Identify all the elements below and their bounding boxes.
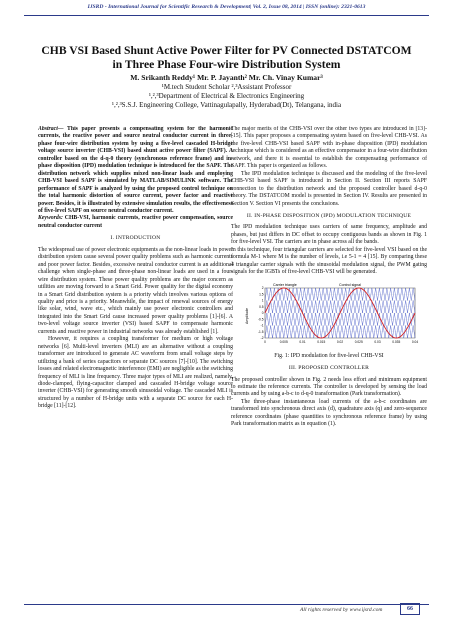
x-tick-label: 0.005 [279, 339, 288, 344]
affiliation-3: ¹,²,³S.S.J. Engineering College, Vattinagulapally, Hyderabad(Dt), Telangana, india [111, 101, 342, 109]
ipd-plot [243, 280, 423, 350]
x-tick-label: 0 [264, 339, 266, 344]
ipd-paragraph-2: In this technique, four triangular carriers are selected for five-level VSI based on the formula M-1 where M is the number of levels, i.e 5-1 = 4 [15]. By comparing these 4 triangular carrier signals with the sinusoidal modulation signal, the PWM gating signals for the IGBTs of five-level CHB-VSI will be generated. [231, 246, 427, 276]
intro-paragraph-1: The widespread use of power electronic equipments as the non-linear loads in power distribution system cause several power quality problems such as harmonic currents and poor power factor. Besides, excessive neutral conductor current is an additional challenge when single-phase and three-phase non-linear loads are used in a four-wire distribution system. These power quality problems are the major concern as utilities are moving forward to a Smart Grid. Power quality for the digital economy in a Smart Grid distribution system is a priority which involves various options of quality and price is a priority. Meanwhile, the impact of renewal sources of energy like solar, wind, wave etc., which mainly use power electronic controllers and integrated into the Smart Grid cause increased power quality problems [1]-[6]. A two-level voltage source inverter (VSI) based SAPF to compensate harmonic currents and reactive power in industrial networks was already established [1]. [38, 246, 233, 335]
y-tick-label: 0 [261, 310, 264, 315]
y-tick-label: -1 [260, 323, 264, 328]
x-tick-label: 0.01 [299, 339, 306, 344]
right-paragraph-2: The IPD modulation technique is discussed and the modeling of the five-level CHB-VSI based SAPF is introduced in Section II. Section III reports SAPF connection to the distribution network and the proposed controller based d-q-0 theory. The DSTATCOM model is presented in Section IV. Results are presented in Section V. Section VI presents the conclusions. [231, 170, 427, 207]
carrier-label: Carrier triangle [273, 282, 297, 287]
y-tick-label: 0.5 [259, 304, 264, 309]
footer-text: All rights reserved by www.ijsrd.com [300, 607, 383, 613]
abstract [38, 126, 233, 215]
figure-caption: Fig. 1: IPD modulation for five-level CHB-VSI [274, 352, 384, 359]
ipd-paragraph-1: The IPD modulation technique uses carriers of same frequency, amplitude and phases, but just differs in DC offset to occupy contiguous bands as shown in Fig. 1 for five-level VSI. The carriers are in phase across all the bands. [231, 224, 427, 246]
keywords-text: CHB-VSI, harmonic currents, reactive power compensation, source neutral conductor current [38, 215, 233, 229]
affiliation-1: ¹M.tech Student Scholar ²,³Assistant Professor [161, 83, 292, 91]
abstract-label: Abstract— [38, 126, 64, 132]
keywords [38, 215, 233, 230]
paper-title: CHB VSI Based Shunt Active Power Filter for PV Connected DSTATCOM in Three Phase Four-wire Distribution System [41, 44, 412, 71]
intro-paragraph-2: However, it requires a coupling transformer for medium or high voltage networks [6]. Multi-level inverters (MLI) are an alternative without a coupling transformer are introduced to generate AC waveform from small voltage steps by utilizing a bank of series capacitors or separate DC sources [7]-[10]. The switching losses and related electromagnetic interference (EMI) are negligible as the switching frequency of MLI is line frequency. Three major types of MLI are realized, namely, diode-clamped, flying-capacitor clamped and cascaded H-bridge voltage source inverter (CHB-VSI) for generating smooth sinusoidal voltage. The cascaded MLI is structured by a number of H-bridge units with a separate DC source for each H-bridge [11]-[12]. [38, 336, 233, 410]
intro-heading: I. INTRODUCTION [110, 235, 161, 242]
y-axis-label: Amplitude [245, 307, 249, 324]
x-tick-label: 0.015 [317, 339, 326, 344]
ipd-figure [243, 280, 423, 350]
abstract-text: This paper presents a compensating system for the harmonic currents, the reactive power and source neutral conductor current in three-phase four-wire distribution system by using a five-level cascaded H-bridge voltage source inverter (CHB-VSI) based shunt active power filter (SAPF). A controller based on the d-q-0 theory (synchronous reference frame) and in-phase disposition (IPD) modulation technique is introduced for the SAPF. The distribution network which supplies mixed non-linear loads and employing CHB-VSI based SAPF is simulated by MATLAB/SIMULINK software. The performance of SAPF is analyzed by using the proposed control technique on the total harmonic distortion of source current, power factor and reactive power. Besides, it is illustrated by extensive simulation results, the effectiveness of five-level SAPF on source neutral conductor current. [38, 126, 233, 214]
y-tick-label: 1.5 [259, 292, 264, 297]
controller-heading: III. PROPOSED CONTROLLER [288, 365, 370, 372]
controller-paragraph-1: The proposed controller shown in Fig. 2 needs less effort and minimum equipment to estimate the reference currents. The controller is developed by sensing the load currents and by using a-b-c to d-q-0 transformation (Park transformation). [231, 376, 427, 398]
page-number: 66 [400, 603, 420, 615]
y-tick-label: -2 [260, 335, 264, 340]
right-paragraph-1: The major merits of the CHB-VSI over the other two types are introduced in [13]-[15]. This paper proposes a compensating system based on five-level CHB-VSI. As the five-level CHB-VSI based SAPF with in-phase disposition (IPD) modulation technique which is considered as an effective compensator in a four-wire distribution network, and there it is essential to establish the compensating performance of SAPF. This paper is organized as follows. [231, 126, 427, 170]
x-axis-ticks [264, 340, 418, 344]
y-tick-label: 2 [261, 285, 264, 290]
header-rule [24, 15, 429, 16]
right-column [231, 126, 427, 596]
keywords-label: Keywords: [38, 215, 63, 222]
footer-rule [24, 604, 429, 605]
y-axis-ticks [258, 286, 264, 340]
x-tick-label: 0.025 [354, 339, 363, 344]
affiliation-2: ¹,²,³Department of Electrical & Electronics Engineering [148, 92, 305, 100]
x-tick-label: 0.02 [336, 339, 344, 344]
x-tick-label: 0.03 [374, 339, 381, 344]
y-tick-label: -0.5 [258, 317, 264, 322]
control-label: Control signal [339, 282, 361, 287]
y-tick-label: -1.5 [258, 329, 264, 334]
x-tick-label: 0.035 [392, 339, 401, 344]
controller-paragraph-2: The three-phase instantaneous load currents of the a-b-c coordinates are transformed into synchronous direct axis (d), quadrature axis (q) and zero-sequence reference coordinates (phase quantities to synchronous reference frame) by using Park transformation matrix as in equation (1). [231, 398, 427, 428]
ipd-heading: II. IN-PHASE DISPOSITION (IPD) MODULATION TECHNIQUE [246, 212, 412, 219]
x-tick-label: 0.04 [411, 339, 419, 344]
y-tick-label: 1 [261, 298, 264, 303]
journal-header: IJSRD - International Journal for Scientific Research & Development| Vol. 2, Issue 08, 2014 | ISSN (online): 2321-0613 [87, 4, 366, 10]
authors: M. Srikanth Reddy¹ Mr. P. Jayanth² Mr. Ch. Vinay Kumar³ [130, 73, 323, 82]
left-column [38, 126, 233, 596]
